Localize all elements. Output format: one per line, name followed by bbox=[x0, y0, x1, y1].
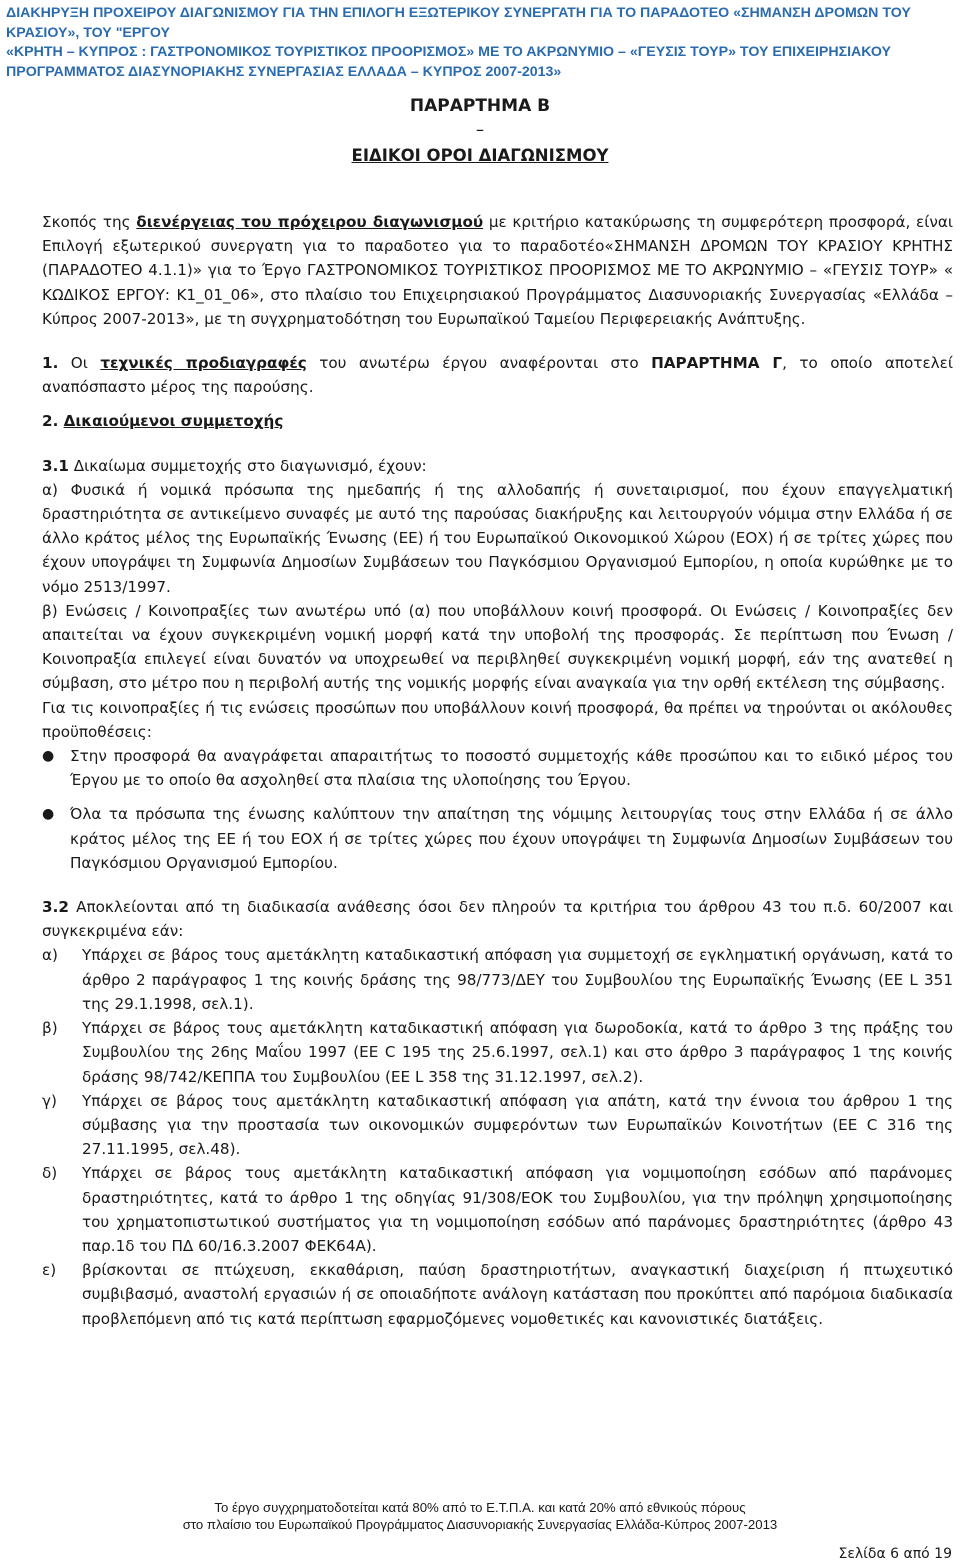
list-item: ε) βρίσκονται σε πτώχευση, εκκαθάριση, παύση δραστηριοτήτων, αναγκαστική διαχείριση ή πτωχευτικό συμβιβασμό, αναστολή εργασιών ή σε οποιαδήποτε ανάλογη κατάσταση που προκύπτει από παρόμοια διαδικασία προβλεπόμενη από τις κατά περίπτωση εφαρμοζόμενες νομοθετικές και κανονιστικές διατάξεις. bbox=[42, 1261, 953, 1328]
header-line: ΠΡΟΓΡΑΜΜΑΤΟΣ ΔΙΑΣΥΝΟΡΙΑΚΗΣ ΣΥΝΕΡΓΑΣΙΑΣ ΕΛΛΑΔΑ – ΚΥΠΡΟΣ 2007-2013» bbox=[6, 63, 562, 80]
section-number: 3.1 bbox=[42, 456, 69, 475]
list-item: γ) Υπάρχει σε βάρος τους αμετάκλητη καταδικαστική απόφαση για απάτη, κατά την έννοια του άρθρου 1 της σύμβασης για την προστασία των οικονομικών συμφερόντων των Ευρωπαϊκών Κοινοτήτων (ΕΕ C 316 της 27.11.1995, σελ.48). bbox=[42, 1091, 953, 1159]
list-item: β) Υπάρχει σε βάρος τους αμετάκλητη καταδικαστική απόφαση για δωροδοκία, κατά το άρθρο 3 της πράξης του Συμβουλίου της 26ης Μαΐου 1997 (ΕΕ C 195 της 25.6.1997, σελ.1) και στο άρθρο 3 παράγραφος 1 της κοινής δράσης 98/742/ΚΕΠΠΑ του Συμβουλίου (ΕΕ L 358 της 31.12.1997, σελ.2). bbox=[42, 1019, 953, 1086]
page-number: Σελίδα 6 από 19 bbox=[838, 1546, 952, 1562]
section-number: 1. bbox=[42, 354, 59, 373]
list-item: ● Στην προσφορά θα αναγράφεται απαραιτήτως το ποσοστό συμμετοχής κάθε προσώπου και το ειδικό μέρος του Έργου με το οποίο θα ασχοληθεί στα πλαίσια της υλοποίησης του Έργου. bbox=[42, 744, 953, 792]
section-2-title: Δικαιούμενοι συμμετοχής bbox=[63, 412, 284, 431]
annex-title: ΠΑΡΑΡΤΗΜΑ Β bbox=[409, 96, 551, 116]
bullet-icon: ● bbox=[42, 748, 55, 765]
section-1: 1. Οι τεχνικές προδιαγραφές του ανωτέρω έργου αναφέρονται στο ΠΑΡΑΡΤΗΜΑ Γ, το οποίο αποτελεί αναπόσπαστο μέρος της παρούσης. bbox=[42, 354, 953, 397]
section-number: 2. bbox=[42, 412, 64, 431]
document-footer bbox=[0, 1499, 960, 1533]
section-3-1: 3.1 Δικαίωμα συμμετοχής στο διαγωνισμό, έχουν: bbox=[42, 456, 427, 475]
annex-subtitle: ΕΙΔΙΚΟΙ ΟΡΟΙ ΔΙΑΓΩΝΙΣΜΟΥ bbox=[351, 146, 609, 165]
annex-dash: _ bbox=[476, 117, 484, 132]
bullet-icon: ● bbox=[42, 806, 55, 823]
list-item: α) Υπάρχει σε βάρος τους αμετάκλητη καταδικαστική απόφαση για συμμετοχή σε εγκληματική οργάνωση, κατά το άρθρο 2 παράγραφος 1 της κοινής δράσης της 98/773/ΔΕΥ του Συμβουλίου της Ευρωπαϊκής Ένωσης (ΕΕ L 351 της 29.1.1998, σελ.1). bbox=[42, 946, 953, 1013]
document-body bbox=[42, 210, 953, 1331]
section-3-1-a: α) Φυσικά ή νομικά πρόσωπα της ημεδαπής ή της αλλοδαπής ή συνεταιρισμοί, που έχουν επαγγελματική δραστηριότητα σε αντικείμενο συναφές με αυτό της παρούσας διακήρυξης και λειτουργούν νόμιμα στην Ελλάδα ή σε άλλο κράτος μέλος της Ευρωπαϊκής Ένωσης (ΕΕ) ή του Ευρωπαϊκού Οικονομικού Χώρου (ΕΟΧ) ή σε τρίτες χώρες που έχουν υπογράψει τη Συμφωνία Δημοσίων Συμβάσεων του Παγκόσμιου Οργανισμού Εμπορίου, η οποία κυρώθηκε με το νόμο 2513/1997. bbox=[42, 480, 953, 596]
list-item: δ) Υπάρχει σε βάρος τους αμετάκλητη καταδικαστική απόφαση για νομιμοποίηση εσόδων από παράνομες δραστηριότητες, κατά το άρθρο 1 της οδηγίας 91/308/ΕΟΚ του Συμβουλίου, για την πρόληψη χρησιμοποίησης του χρηματοπιστωτικού συστήματος για τη νομιμοποίηση εσόδων από παράνομες δραστηριότητες (άρθρο 43 παρ.1δ του ΠΔ 60/16.3.2007 ΦΕΚ64Α). bbox=[42, 1164, 953, 1255]
section-3-1-c: Για τις κοινοπραξίες ή τις ενώσεις προσώπων που υποβάλλουν κοινή προσφορά, θα πρέπει να τηρούνται οι ακόλουθες προϋποθέσεις: bbox=[42, 698, 953, 741]
footer-line: στο πλαίσιο του Ευρωπαϊκού Προγράμματος Διασυνοριακής Συνεργασίας Ελλάδα-Κύπρος 2007-2013 bbox=[182, 1517, 778, 1532]
footer-line: Το έργο συγχρηματοδοτείται κατά 80% από το Ε.Τ.Π.Α. και κατά 20% από εθνικούς πόρους bbox=[214, 1500, 746, 1515]
list-item: ● Όλα τα πρόσωπα της ένωσης καλύπτουν την απαίτηση της νόμιμης λειτουργίας τους στην Ελλάδα ή σε άλλο κράτος μέλος της ΕΕ ή του ΕΟΧ ή σε τρίτες χώρες που έχουν υπογράψει τη Συμφωνία Δημοσίων Συμβάσεων του Παγκόσμιου Οργανισμού Εμπορίου. bbox=[42, 802, 953, 875]
document-header bbox=[6, 4, 954, 82]
intro-paragraph: Σκοπός της διενέργειας του πρόχειρου διαγωνισμού με κριτήριο κατακύρωσης τη συμφερότερη προσφορά, είναι Επιλογή εξωτερικού συνεργατη για το παραδοτεο για το παραδοτέο«ΣΗΜΑΝΣΗ ΔΡΟΜΩΝ ΤΟΥ ΚΡΑΣΙΟΥ ΚΡΗΤΗΣ (ΠΑΡΑΔΟΤΕΟ 4.1.1)» για το Έργο ΓΑΣΤΡΟΝΟΜΙΚΟΣ ΤΟΥΡΙΣΤΙΚΟΣ ΠΡΟΟΡΙΣΜΟΣ ΜΕ ΤΟ ΑΚΡΩΝΥΜΙΟ – «ΓΕΥΣΙΣ ΤΟΥΡ» « ΚΩΔΙΚΟΣ ΕΡΓΟΥ: Κ1_01_06», στο πλαίσιο του Επιχειρησιακού Προγράμματος Διασυνοριακής Συνεργασίας «Ελλάδα – Κύπρος 2007-2013», με τη συγχρηματοδότηση του Ευρωπαϊκού Ταμείου Περιφερειακής Ανάπτυξης. bbox=[42, 213, 953, 328]
header-line: ΚΡΑΣΙΟΥ», ΤΟΥ "ΕΡΓΟΥ bbox=[6, 24, 170, 41]
intro-underlined: διενέργειας του πρόχειρου διαγωνισμού bbox=[136, 213, 484, 231]
section-2 bbox=[42, 409, 953, 433]
annex-c-ref: ΠΑΡΑΡΤΗΜΑ Γ bbox=[651, 354, 783, 373]
section-3-2: 3.2 Αποκλείονται από τη διαδικασία ανάθεσης όσοι δεν πληρούν τα κριτήρια του άρθρου 43 του π.δ. 60/2007 και συγκεκριμένα εάν: bbox=[42, 898, 953, 941]
technical-specs-underlined: τεχνικές προδιαγραφές bbox=[100, 354, 307, 373]
section-number: 3.2 bbox=[42, 898, 69, 917]
header-line: «ΚΡΗΤΗ – ΚΥΠΡΟΣ : ΓΑΣΤΡΟΝΟΜΙΚΟΣ ΤΟΥΡΙΣΤΙΚΟΣ ΠΡΟΟΡΙΣΜΟΣ» ΜΕ ΤΟ ΑΚΡΩΝΥΜΙΟ – «ΓΕΥΣΙΣ ΤΟΥΡ» ΤΟΥ ΕΠΙΧΕΙΡΗΣΙΑΚΟΥ bbox=[6, 44, 891, 60]
header-line: ΔΙΑΚΗΡΥΞΗ ΠΡΟΧΕΙΡΟΥ ΔΙΑΓΩΝΙΣΜΟΥ ΓΙΑ ΤΗΝ ΕΠΙΛΟΓΗ ΕΞΩΤΕΡΙΚΟΥ ΣΥΝΕΡΓΑΤΗ ΓΙΑ ΤΟ ΠΑΡΑΔΟΤΕΟ «ΣΗΜΑΝΣΗ ΔΡΟΜΩΝ ΤΟΥ bbox=[6, 5, 911, 21]
section-3-1-b: β) Ενώσεις / Κοινοπραξίες των ανωτέρω υπό (α) που υποβάλλουν κοινή προσφορά. Οι Ενώσεις / Κοινοπραξίες δεν απαιτείται να έχουν συγκεκριμένη νομική μορφή κατά την υποβολή της προσφοράς. Σε περίπτωση που Ένωση / Κοινοπραξία επιλεγεί είναι δυνατόν να υποχρεωθεί να περιβληθεί συγκεκριμένη νομική μορφή, εάν της ανατεθεί η σύμβαση, στο μέτρο που η περιβολή αυτής της νομικής μορφής είναι αναγκαία για την ορθή εκτέλεση της σύμβασης. bbox=[42, 601, 953, 693]
